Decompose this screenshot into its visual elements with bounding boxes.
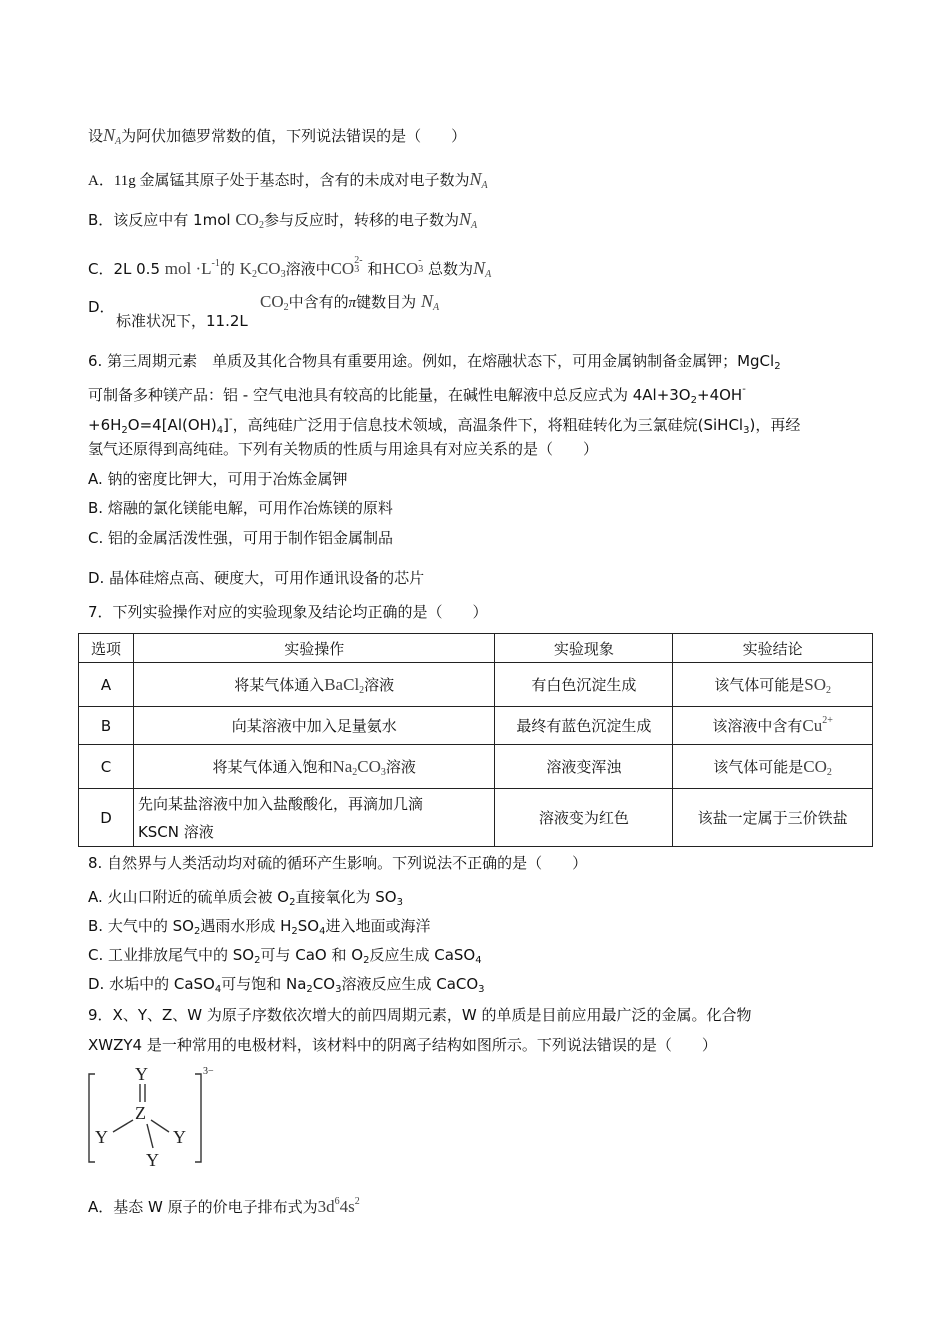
q6-option-a: A. 钠的密度比钾大，可用于冶炼金属钾	[88, 470, 348, 488]
single-bond-left	[113, 1120, 133, 1132]
table-row	[79, 745, 873, 789]
table-cell: 向某溶液中加入足量氨水	[133, 707, 495, 745]
q5-option-d-formula: $CO_2$中含有的π键数目为 $N_A$	[260, 291, 440, 313]
single-bond-right	[151, 1120, 169, 1132]
q9-stem-line2: XWZY4 是一种常用的电极材料，该材料中的阴离子结构如图所示。下列说法错误的是（ ）	[88, 1036, 717, 1054]
table-cell: 该盐一定属于三价铁盐	[673, 789, 873, 847]
q8-option-a: A. 火山口附近的硫单质会被 $O_2$直接氧化为 $SO_3$	[88, 888, 403, 908]
table-row	[79, 707, 873, 745]
table-cell: D	[79, 789, 134, 847]
q9-option-a: A．基态 W 原子的价电子排布式为$3d^64s^2$	[88, 1196, 360, 1216]
q6-stem-line3: $+6H_2O=4[Al(OH)_4]^-$，高纯硅广泛用于信息技术领域，高温条件下，将粗硅转化为三氯硅烷(SiHCl$_3$)，再经	[88, 414, 801, 436]
q8-option-c: C. 工业排放尾气中的 $SO_2$可与 CaO 和 $O_2$反应生成 CaSO$_4$	[88, 946, 482, 966]
table-cell: 该气体可能是$CO_2$	[673, 745, 873, 789]
charge-label: 3−	[203, 1066, 214, 1077]
q6-option-b: B. 熔融的氯化镁能电解，可用作冶炼镁的原料	[88, 499, 393, 517]
atom-label: Y	[135, 1064, 148, 1084]
table-header: 实验结论	[673, 634, 873, 663]
table-header: 实验现象	[495, 634, 673, 663]
single-bond-bottom	[147, 1124, 153, 1148]
na-symbol: $N_A$	[103, 125, 122, 147]
q8-stem: 8. 自然界与人类活动均对硫的循环产生影响。下列说法不正确的是（ ）	[88, 854, 588, 872]
table-cell: A	[79, 663, 134, 707]
table-cell: 溶液变浑浊	[495, 745, 673, 789]
q6-stem-line1: 6. 第三周期元素 单质及其化合物具有重要用途。例如，在熔融状态下，可用金属钠制备金属钾；MgCl$_2$	[88, 352, 781, 372]
q5-option-a: A．11g 金属锰其原子处于基态时，含有的未成对电子数为$N_A$	[88, 169, 488, 191]
q7-stem: 7．下列实验操作对应的实验现象及结论均正确的是（ ）	[88, 603, 488, 621]
right-bracket	[195, 1074, 201, 1162]
q5-option-c: C．2L 0.5 mol $\cdot L^{-1}$的 $K_2CO_3$溶液中CO 2- 3 和HCO - 3 总数为$N_A$	[88, 255, 492, 280]
table-cell: C	[79, 745, 134, 789]
q8-option-b: B. 大气中的 $SO_2$遇雨水形成 $H_2SO_4$进入地面或海洋	[88, 917, 431, 937]
table-cell: 将某气体通入饱和$Na_2CO_3$溶液	[133, 745, 495, 789]
q5-option-d: D．	[88, 298, 115, 316]
q5-option-d-text: 标准状况下，11.2L	[116, 312, 248, 330]
q9-stem-line1: 9．X、Y、Z、W 为原子序数依次增大的前四周期元素，W 的单质是目前应用最广泛的金属。化合物	[88, 1006, 752, 1024]
table-row	[79, 789, 873, 847]
table-header-row	[79, 634, 873, 663]
q6-option-d: D. 晶体硅熔点高、硬度大，可用作通讯设备的芯片	[88, 569, 425, 587]
atom-label: Y	[173, 1127, 186, 1147]
table-header: 选项	[79, 634, 134, 663]
table-cell: B	[79, 707, 134, 745]
atom-label: Z	[135, 1103, 146, 1123]
table-header: 实验操作	[133, 634, 495, 663]
table-row	[79, 663, 873, 707]
q6-stem-line2: 可制备多种镁产品：铝 - 空气电池具有较高的比能量，在碱性电解液中总反应式为 $4Al+3O_2+4OH^-$	[88, 384, 746, 406]
q5-option-b: B．该反应中有 1mol $CO_2$参与反应时，转移的电子数为$N_A$	[88, 209, 478, 231]
anion-structure-diagram	[85, 1062, 220, 1172]
table-cell: 先向某盐溶液中加入盐酸酸化，再滴加几滴 KSCN 溶液	[133, 789, 495, 847]
left-bracket	[89, 1074, 95, 1162]
q6-stem-line4: 氢气还原得到高纯硅。下列有关物质的性质与用途具有对应关系的是（ ）	[88, 440, 599, 458]
table-cell: 将某气体通入BaCl$_2$溶液	[133, 663, 495, 707]
table-cell: 最终有蓝色沉淀生成	[495, 707, 673, 745]
table-cell: 该溶液中含有$Cu^{2+}$	[673, 707, 873, 745]
table-cell: 该气体可能是$SO_2$	[673, 663, 873, 707]
table-cell: 溶液变为红色	[495, 789, 673, 847]
experiment-table	[78, 633, 873, 847]
atom-label: Y	[95, 1127, 108, 1147]
table-cell: 有白色沉淀生成	[495, 663, 673, 707]
q8-option-d: D. 水垢中的 CaSO$_4$可与饱和 $Na_2CO_3$溶液反应生成 CaCO$_3$	[88, 975, 485, 995]
q5-stem: 设$N_A$为阿伏加德罗常数的值，下列说法错误的是（ ）	[88, 125, 467, 147]
q6-option-c: C. 铝的金属活泼性强，可用于制作铝金属制品	[88, 529, 394, 547]
atom-label: Y	[146, 1150, 159, 1170]
